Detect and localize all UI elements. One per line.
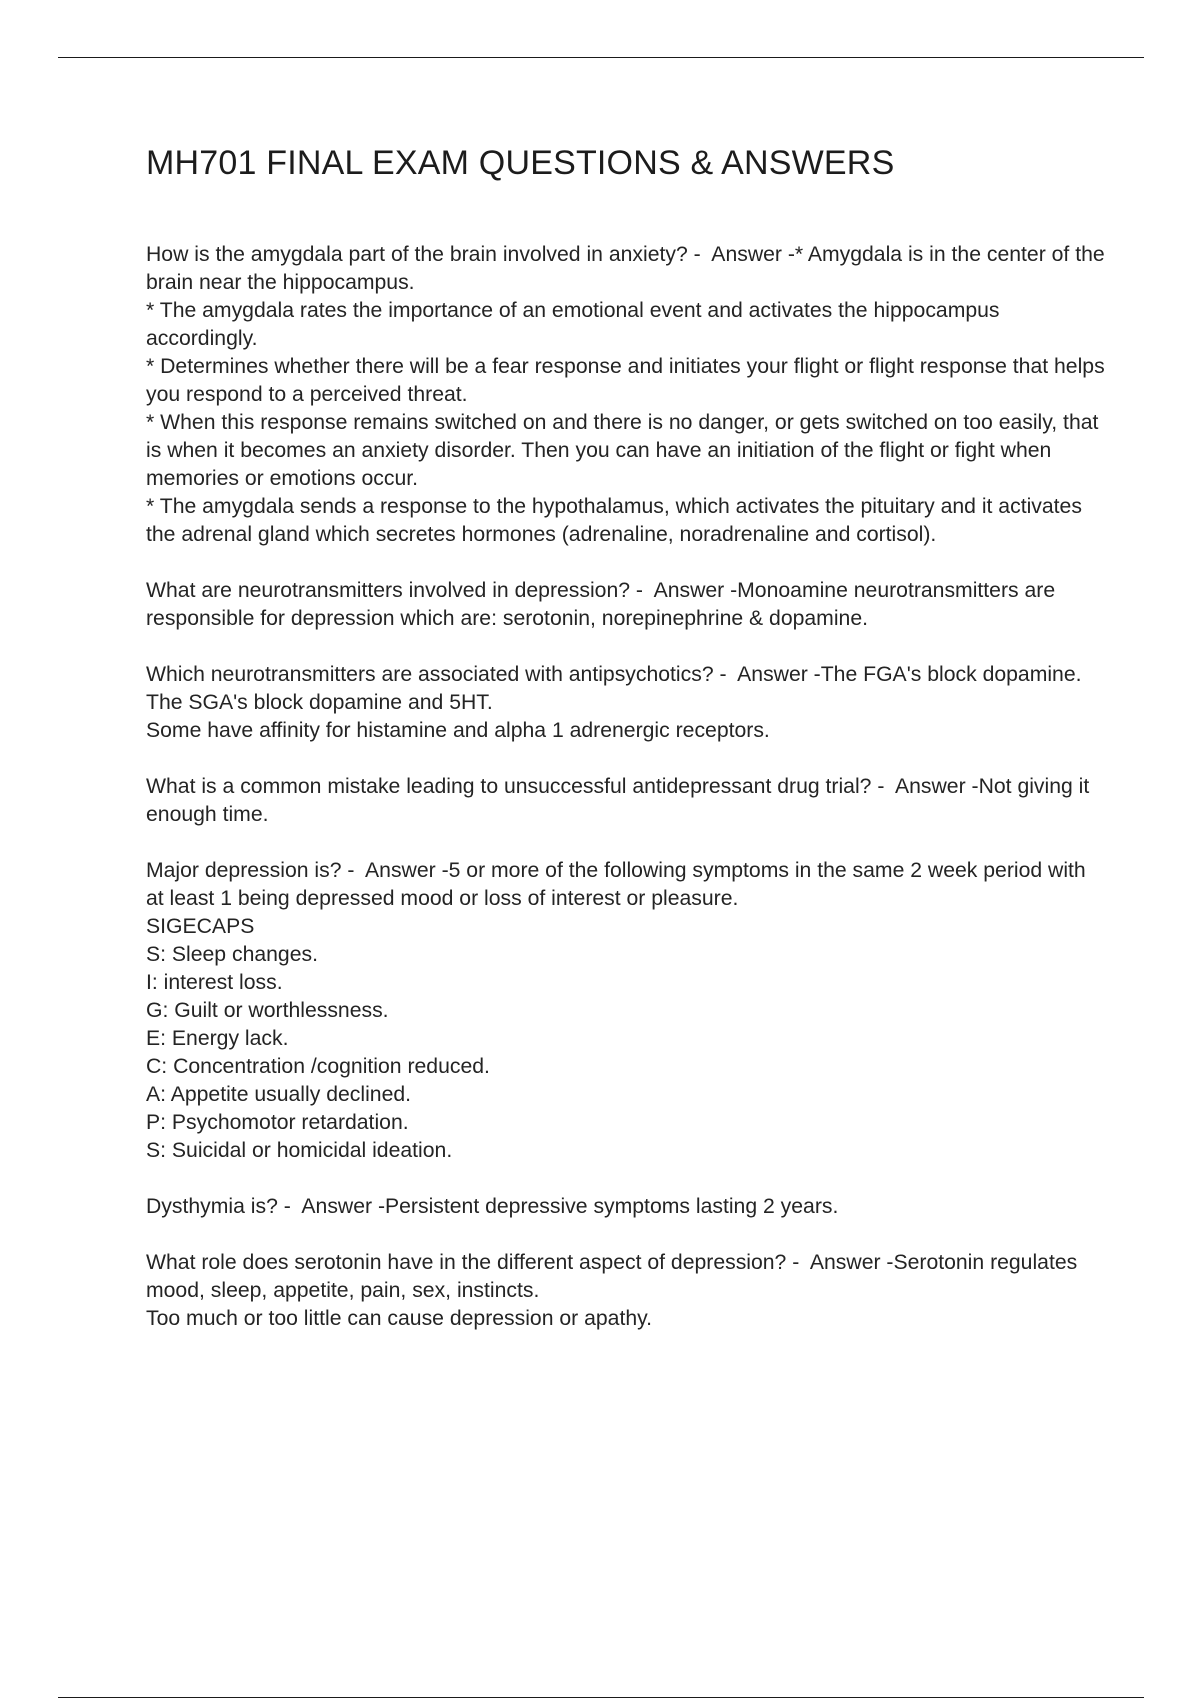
qa-block-serotonin (146, 1249, 1106, 1333)
qa-line: Major depression is? - Answer -5 or more of the following symptoms in the same 2 week period with at least 1 being depressed mood or loss of interest or pleasure. (146, 859, 1092, 910)
qa-line: Too much or too little can cause depression or apathy. (146, 1307, 653, 1330)
qa-line: * When this response remains switched on and there is no danger, or gets switched on too easily, that is when it becomes an anxiety disorder. Then you can have an initiation of the flight or fight when memories or emotions occur. (146, 411, 1105, 490)
qa-line: * The amygdala rates the importance of an emotional event and activates the hippocampus accordingly. (146, 299, 1006, 350)
qa-line: P: Psychomotor retardation. (146, 1111, 409, 1134)
qa-line: A: Appetite usually declined. (146, 1083, 412, 1106)
qa-block-amygdala (146, 241, 1111, 549)
document-body (146, 241, 1111, 1361)
qa-line: What role does serotonin have in the different aspect of depression? - Answer -Serotonin regulates mood, sleep, appetite, pain, sex, instincts. (146, 1251, 1084, 1302)
qa-line: The SGA's block dopamine and 5HT. (146, 691, 493, 714)
qa-line: I: interest loss. (146, 971, 283, 994)
qa-line: * The amygdala sends a response to the hypothalamus, which activates the pituitary and it activates the adrenal gland which secretes hormones (adrenaline, noradrenaline and cortisol). (146, 495, 1088, 546)
qa-line: Dysthymia is? - Answer -Persistent depressive symptoms lasting 2 years. (146, 1195, 839, 1218)
qa-block-major-depression (146, 857, 1106, 1165)
qa-line: G: Guilt or worthlessness. (146, 999, 389, 1022)
qa-line: S: Sleep changes. (146, 943, 318, 966)
qa-block-antidepressant-trial (146, 773, 1106, 829)
qa-block-antipsychotics (146, 661, 1106, 745)
qa-line: * Determines whether there will be a fear response and initiates your flight or flight response that helps you respond to a perceived threat. (146, 355, 1111, 406)
qa-line: SIGECAPS (146, 915, 255, 938)
qa-block-neurotransmitters-depression (146, 577, 1106, 633)
qa-line: What are neurotransmitters involved in depression? - Answer -Monoamine neurotransmitters are responsible for depression which are: serotonin, norepinephrine & dopamine. (146, 579, 1062, 630)
header-rule (58, 57, 1144, 58)
footer-rule (58, 1697, 1144, 1698)
qa-block-dysthymia (146, 1193, 1106, 1221)
page-title: MH701 FINAL EXAM QUESTIONS & ANSWERS (146, 144, 895, 182)
qa-line: E: Energy lack. (146, 1027, 289, 1050)
qa-line: How is the amygdala part of the brain involved in anxiety? - Answer -* Amygdala is in the center of the brain near the hippocampus. (146, 243, 1111, 294)
qa-line: Which neurotransmitters are associated with antipsychotics? - Answer -The FGA's block dopamine. (146, 663, 1082, 686)
qa-line: Some have affinity for histamine and alpha 1 adrenergic receptors. (146, 719, 770, 742)
qa-line: C: Concentration /cognition reduced. (146, 1055, 490, 1078)
qa-line: What is a common mistake leading to unsuccessful antidepressant drug trial? - Answer -Not giving it enough time. (146, 775, 1096, 826)
qa-line: S: Suicidal or homicidal ideation. (146, 1139, 453, 1162)
